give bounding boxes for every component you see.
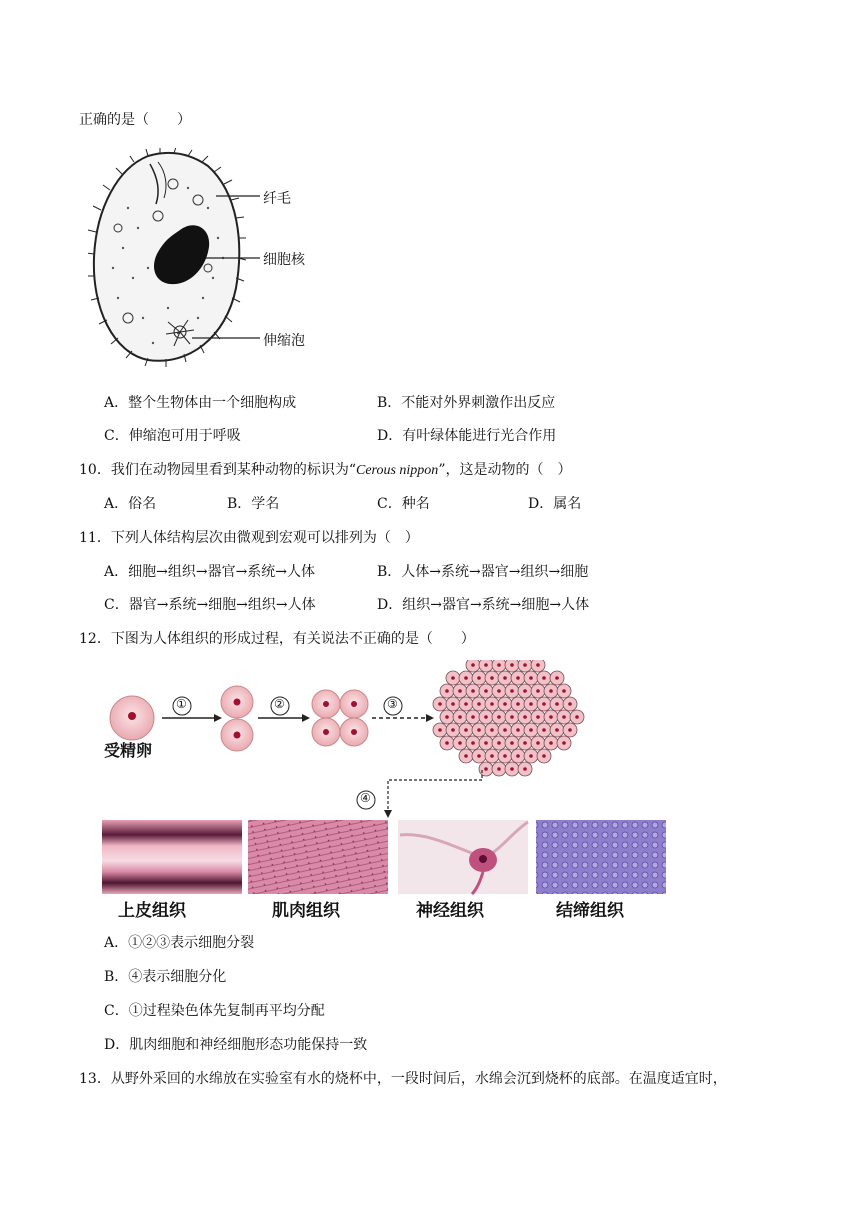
q10-option-d: D．属名 xyxy=(528,496,582,512)
cluster-cell-nucleus xyxy=(445,715,449,719)
cluster-cell-nucleus xyxy=(549,689,553,693)
cluster-cell-nucleus xyxy=(503,676,507,680)
contractile-vacuole-label: 伸缩泡 xyxy=(263,333,305,349)
cluster-cell-nucleus xyxy=(464,676,468,680)
cluster-cell-nucleus xyxy=(555,728,559,732)
cluster-cell-nucleus xyxy=(490,754,494,758)
cluster-cell-nucleus xyxy=(536,689,540,693)
cluster-cell-nucleus xyxy=(497,741,501,745)
cluster-cell-nucleus xyxy=(497,663,501,667)
cluster-cell-nucleus xyxy=(438,702,442,706)
tissue-label-connective: 结缔组织 xyxy=(556,901,624,921)
cluster-cell-nucleus xyxy=(484,689,488,693)
cluster-cell-nucleus xyxy=(510,689,514,693)
cluster-cell-nucleus xyxy=(523,715,527,719)
cluster-cell-nucleus xyxy=(536,663,540,667)
q10-stem-post: ”，这是动物的（ ） xyxy=(438,462,572,478)
q12-option-c: C．①过程染色体先复制再平均分配 xyxy=(104,1003,325,1019)
q10-stem xyxy=(79,460,571,481)
cluster-cell-nucleus xyxy=(445,689,449,693)
cluster-cell-nucleus xyxy=(438,728,442,732)
cluster-cell-nucleus xyxy=(562,689,566,693)
q11-stem: 11．下列人体结构层次由微观到宏观可以排列为（ ） xyxy=(79,530,419,546)
cluster-cell-nucleus xyxy=(549,715,553,719)
cluster-cell-nucleus xyxy=(568,702,572,706)
cluster-cell-nucleus xyxy=(516,728,520,732)
q10-option-c: C．种名 xyxy=(377,496,430,512)
cluster-cell-nucleus xyxy=(523,663,527,667)
q9-option-b: B．不能对外界刺激作出反应 xyxy=(377,395,556,411)
cluster-cell-nucleus xyxy=(555,676,559,680)
cilia-label: 纤毛 xyxy=(263,191,291,207)
cluster-cell-nucleus xyxy=(542,728,546,732)
cluster-cell-nucleus xyxy=(451,676,455,680)
cluster-cell-nucleus xyxy=(542,702,546,706)
cluster-cell-nucleus xyxy=(484,767,488,771)
cluster-cell-nucleus xyxy=(464,702,468,706)
step-2-marker: ② xyxy=(274,697,285,711)
q12-stem: 12．下图为人体组织的形成过程，有关说法不正确的是（ ） xyxy=(79,631,475,647)
cluster-cell-nucleus xyxy=(529,728,533,732)
cluster-cell-nucleus xyxy=(523,767,527,771)
q11-option-d: D．组织→器官→系统→细胞→人体 xyxy=(377,597,590,613)
fertilized-egg-label: 受精卵 xyxy=(104,741,153,760)
cluster-cell-nucleus xyxy=(497,715,501,719)
cluster-cell-nucleus xyxy=(503,728,507,732)
cluster-cell-nucleus xyxy=(497,689,501,693)
cluster-cell-nucleus xyxy=(549,741,553,745)
cluster-cell-nucleus xyxy=(464,728,468,732)
cluster-cell-nucleus xyxy=(503,702,507,706)
cluster-cell-nucleus xyxy=(477,754,481,758)
cluster-cell-nucleus xyxy=(529,754,533,758)
cluster-cell-nucleus xyxy=(471,689,475,693)
cluster-cell-nucleus xyxy=(510,767,514,771)
cluster-cell-nucleus xyxy=(464,754,468,758)
cluster-cell-nucleus xyxy=(490,676,494,680)
cluster-cell-nucleus xyxy=(471,741,475,745)
cluster-cell-nucleus xyxy=(510,741,514,745)
q9-option-a: A．整个生物体由一个细胞构成 xyxy=(104,395,297,411)
cluster-cell-nucleus xyxy=(503,754,507,758)
cluster-cell-nucleus xyxy=(445,741,449,745)
cluster-cell-nucleus xyxy=(516,676,520,680)
cluster-cell-nucleus xyxy=(575,715,579,719)
q12-option-a: A．①②③表示细胞分裂 xyxy=(104,935,255,951)
q10-stem-pre: 10．我们在动物园里看到某种动物的标识为“ xyxy=(79,462,356,478)
cluster-cell-nucleus xyxy=(484,663,488,667)
cluster-cell-nucleus xyxy=(510,715,514,719)
cluster-cell-nucleus xyxy=(477,702,481,706)
cluster-cell-nucleus xyxy=(536,715,540,719)
cluster-cell-nucleus xyxy=(562,715,566,719)
q12-option-d: D．肌肉细胞和神经细胞形态功能保持一致 xyxy=(104,1037,368,1053)
cluster-cell-nucleus xyxy=(542,754,546,758)
cluster-cell-nucleus xyxy=(523,689,527,693)
cluster-cell-nucleus xyxy=(529,702,533,706)
cluster-cell-nucleus xyxy=(458,689,462,693)
cluster-cell-nucleus xyxy=(568,728,572,732)
cluster-cell-nucleus xyxy=(562,741,566,745)
q11-option-a: A．细胞→组织→器官→系统→人体 xyxy=(104,564,316,580)
q10-option-a: A．俗名 xyxy=(104,496,157,512)
q9-stem-tail: 正确的是（ ） xyxy=(79,112,191,128)
step-3-marker: ③ xyxy=(387,697,398,711)
q12-option-b: B．④表示细胞分化 xyxy=(104,969,227,985)
q11-option-c: C．器官→系统→细胞→组织→人体 xyxy=(104,597,316,613)
cluster-cell-nucleus xyxy=(536,741,540,745)
cluster-cell-nucleus xyxy=(451,728,455,732)
cluster-cell-nucleus xyxy=(490,702,494,706)
tissue-label-epithelial: 上皮组织 xyxy=(118,901,186,921)
cluster-cell-nucleus xyxy=(458,741,462,745)
cluster-cell-nucleus xyxy=(477,728,481,732)
cluster-cell-nucleus xyxy=(451,702,455,706)
q13-stem: 13．从野外采回的水绵放在实验室有水的烧杯中，一段时间后，水绵会沉到烧杯的底部。在温度适宜时， xyxy=(79,1071,727,1087)
q11-option-b: B．人体→系统→器官→组织→细胞 xyxy=(377,564,589,580)
cluster-cell-nucleus xyxy=(484,741,488,745)
cluster-cell-nucleus xyxy=(458,715,462,719)
q9-option-c: C．伸缩泡可用于呼吸 xyxy=(104,428,241,444)
cluster-cell-nucleus xyxy=(477,676,481,680)
step-1-marker: ① xyxy=(176,697,187,711)
nucleus-label: 细胞核 xyxy=(263,252,305,268)
cluster-cell-nucleus xyxy=(516,754,520,758)
cluster-cell-nucleus xyxy=(555,702,559,706)
cluster-cell-nucleus xyxy=(542,676,546,680)
cluster-cell-nucleus xyxy=(497,767,501,771)
q9-option-d: D．有叶绿体能进行光合作用 xyxy=(377,428,557,444)
tissue-label-muscle: 肌肉组织 xyxy=(272,901,340,921)
cluster-cell-nucleus xyxy=(484,715,488,719)
cluster-cell-nucleus xyxy=(471,663,475,667)
cluster-cell-nucleus xyxy=(516,702,520,706)
step-4-marker: ④ xyxy=(360,791,371,805)
q10-scientific-name: Cerous nippon xyxy=(355,463,439,478)
cluster-cell-nucleus xyxy=(510,663,514,667)
q10-option-b: B．学名 xyxy=(227,496,280,512)
cluster-cell-nucleus xyxy=(471,715,475,719)
tissue-label-nervous: 神经组织 xyxy=(416,901,484,921)
cluster-cell-nucleus xyxy=(523,741,527,745)
cluster-cell-nucleus xyxy=(529,676,533,680)
cluster-cell-nucleus xyxy=(490,728,494,732)
